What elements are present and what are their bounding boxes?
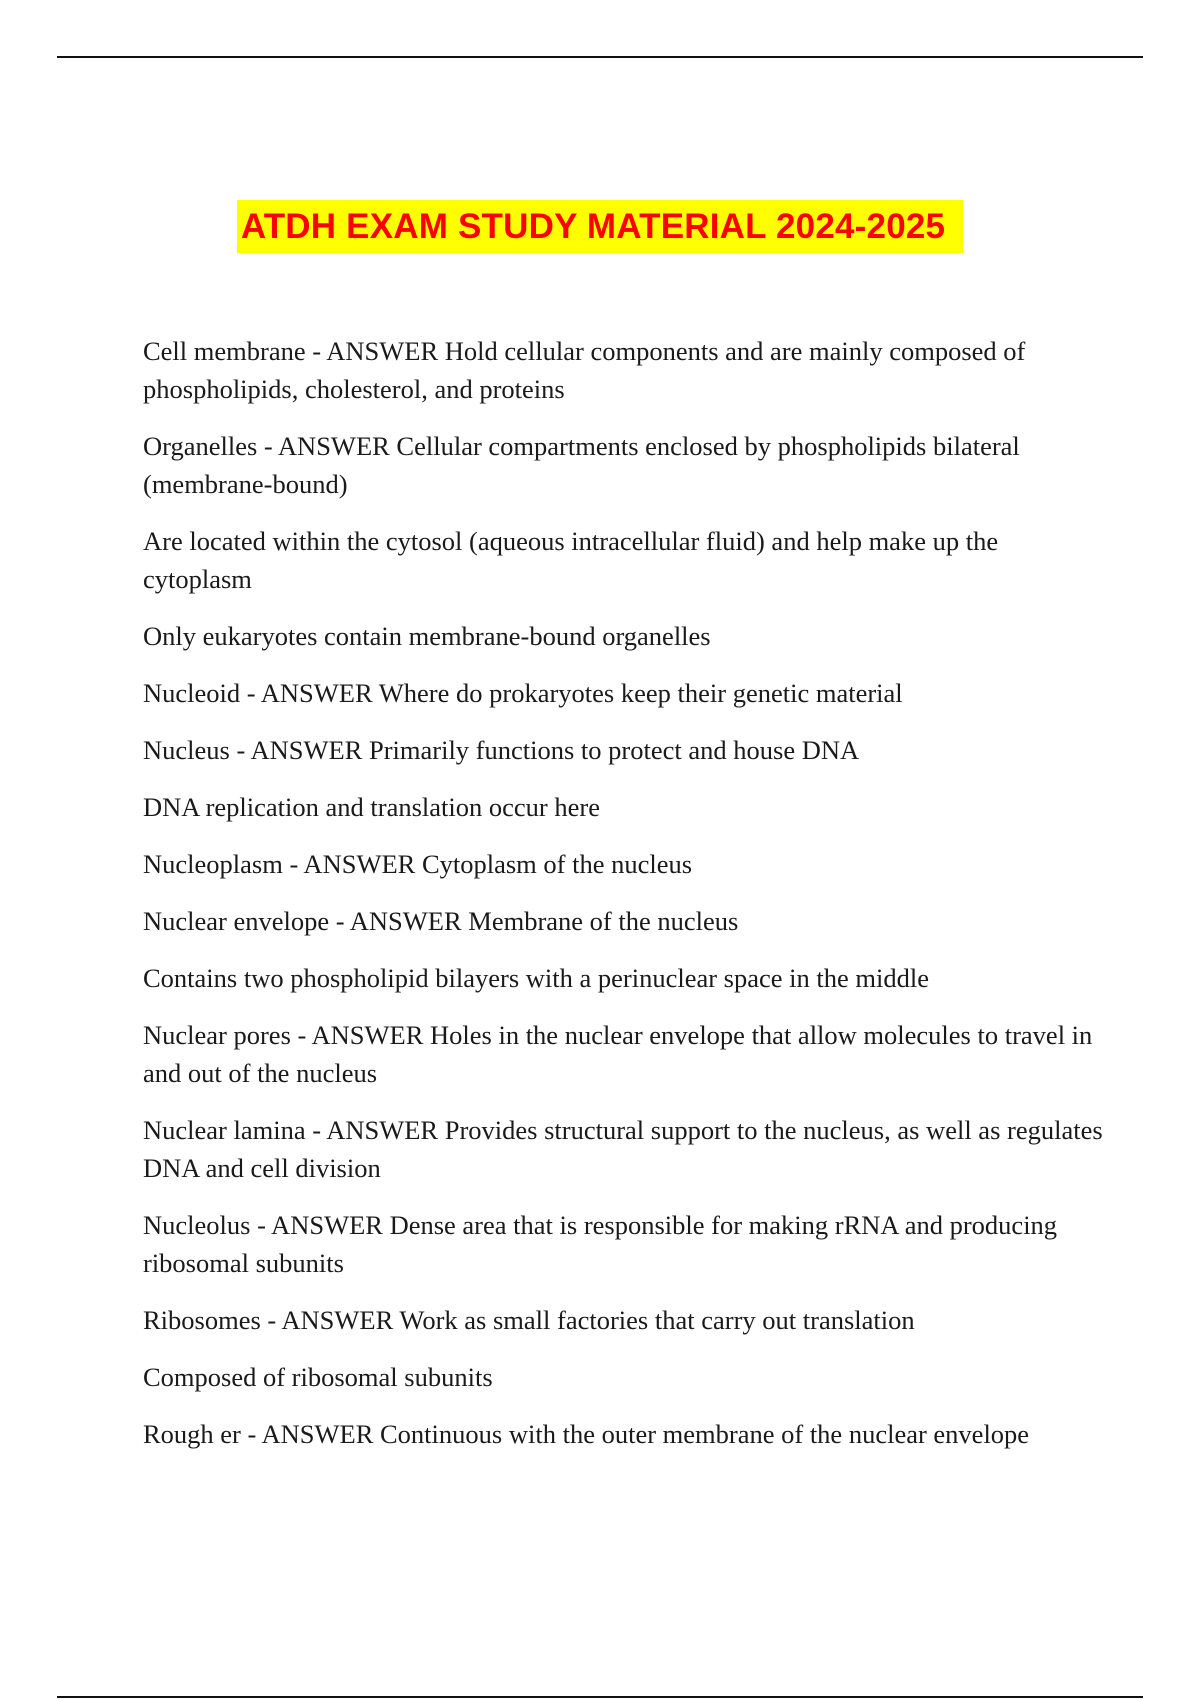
entry-cell-membrane: Cell membrane - ANSWER Hold cellular components and are mainly composed of phospholipids, cholesterol, and proteins [143, 336, 1026, 404]
entry-nucleoid: Nucleoid - ANSWER Where do prokaryotes keep their genetic material [143, 678, 903, 708]
entry-dna-replication-note: DNA replication and translation occur here [143, 792, 600, 822]
entry-nuclear-lamina: Nuclear lamina - ANSWER Provides structural support to the nucleus, as well as regulates DNA and cell division [143, 1115, 1103, 1183]
entry-organelles: Organelles - ANSWER Cellular compartments enclosed by phospholipids bilateral (membrane-bound) [143, 431, 1020, 499]
entry-rough-er: Rough er - ANSWER Continuous with the outer membrane of the nuclear envelope [143, 1419, 1030, 1449]
entry-nucleus: Nucleus - ANSWER Primarily functions to protect and house DNA [143, 735, 860, 765]
bottom-rule [57, 1696, 1143, 1698]
entry-nucleoplasm: Nucleoplasm - ANSWER Cytoplasm of the nucleus [143, 849, 693, 879]
entry-ribosomes: Ribosomes - ANSWER Work as small factories that carry out translation [143, 1305, 915, 1335]
entry-nuclear-pores: Nuclear pores - ANSWER Holes in the nuclear envelope that allow molecules to travel in and out of the nucleus [143, 1020, 1093, 1088]
study-entries-list [143, 332, 1103, 1472]
entry-nucleolus: Nucleolus - ANSWER Dense area that is responsible for making rRNA and producing ribosomal subunits [143, 1210, 1058, 1278]
entry-organelles-location: Are located within the cytosol (aqueous intracellular fluid) and help make up the cytoplasm [143, 526, 999, 594]
title-block [0, 200, 1200, 253]
entry-bilayers-note: Contains two phospholipid bilayers with a perinuclear space in the middle [143, 963, 929, 993]
entry-eukaryotes-note: Only eukaryotes contain membrane-bound organelles [143, 621, 711, 651]
entry-nuclear-envelope: Nuclear envelope - ANSWER Membrane of the nucleus [143, 906, 739, 936]
document-title: ATDH EXAM STUDY MATERIAL 2024-2025 [237, 200, 963, 253]
entry-ribosomal-subunits-note: Composed of ribosomal subunits [143, 1362, 493, 1392]
top-rule [57, 56, 1143, 58]
